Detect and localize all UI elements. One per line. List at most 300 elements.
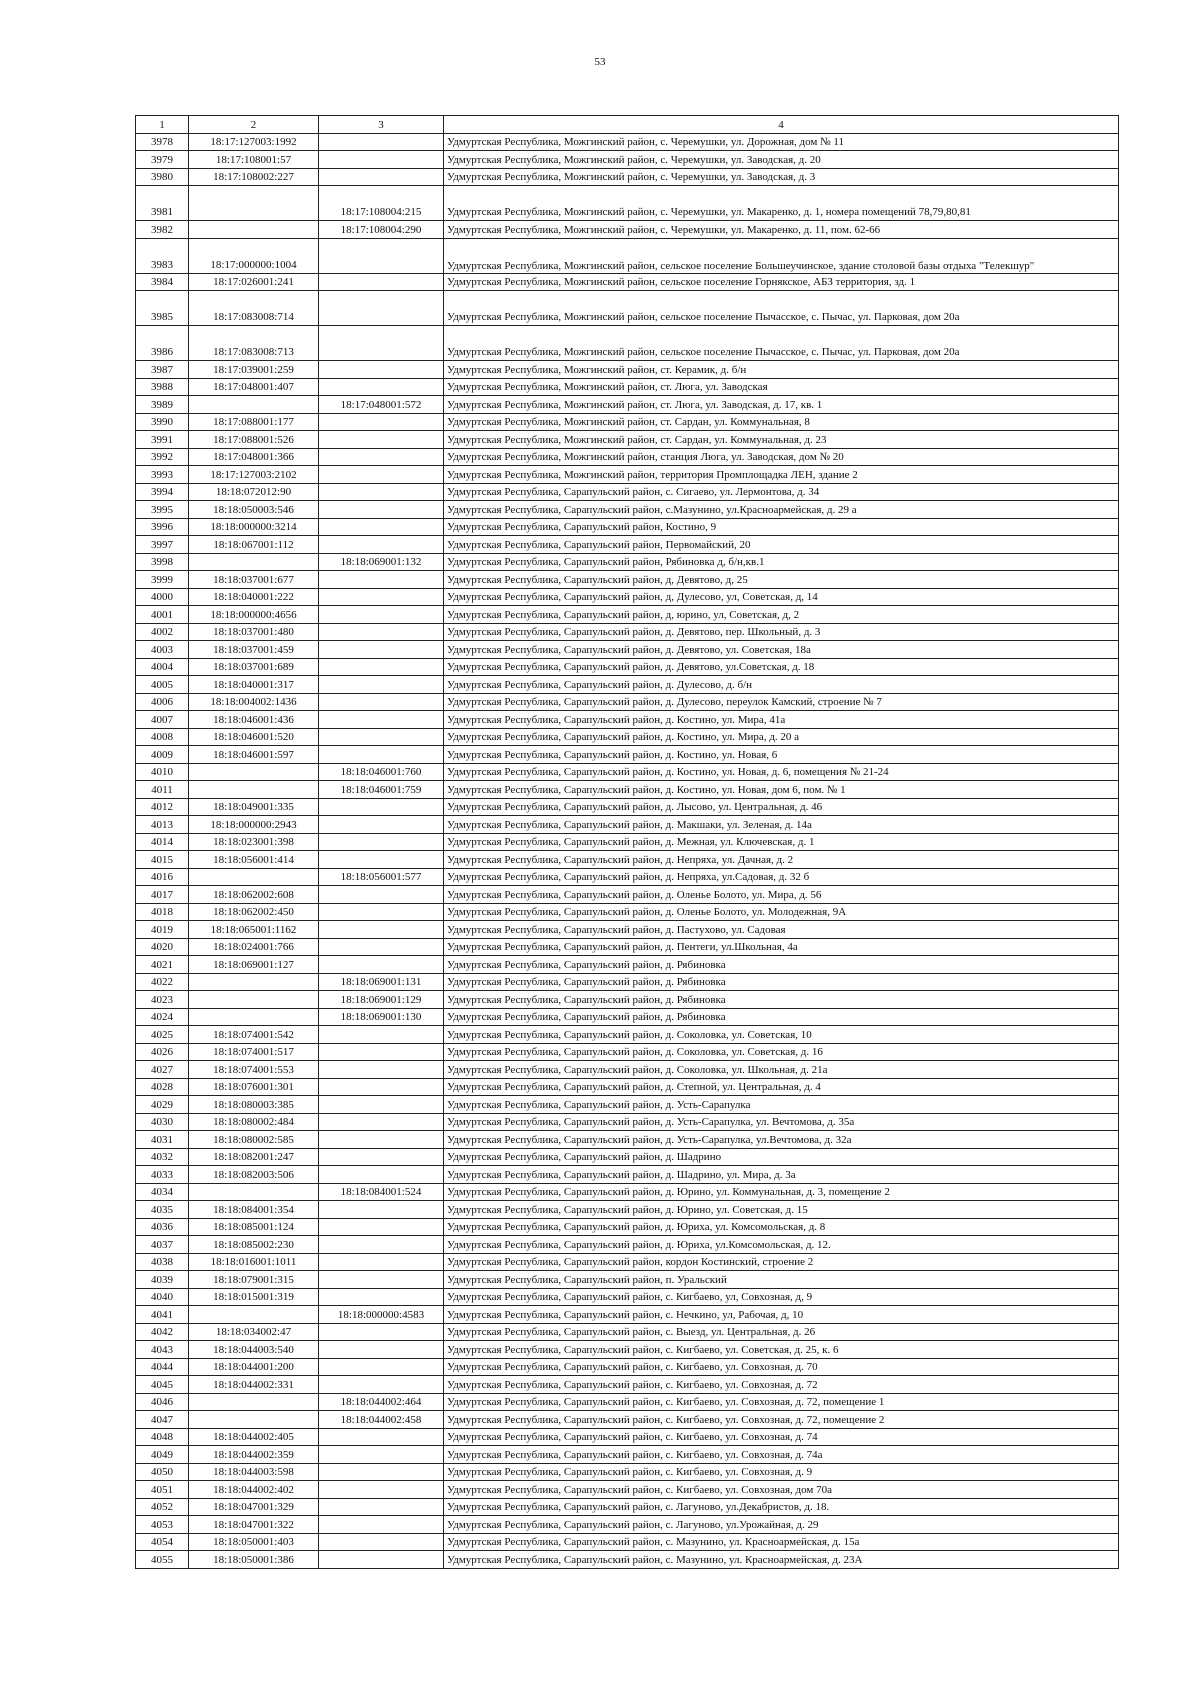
- table-row: [136, 833, 1119, 851]
- address-cell: Удмуртская Республика, Сарапульский район, д. Рябиновка: [444, 973, 1119, 991]
- address-cell: Удмуртская Республика, Сарапульский район, д. Девятово, пер. Школьный, д. 3: [444, 623, 1119, 641]
- premises-cadastral-cell: [319, 903, 444, 921]
- table-row: [136, 413, 1119, 431]
- cadastral-number-cell: 18:18:044001:200: [189, 1358, 319, 1376]
- premises-cadastral-cell: [319, 238, 444, 273]
- cadastral-number-cell: 18:18:082001:247: [189, 1148, 319, 1166]
- premises-cadastral-cell: [319, 1376, 444, 1394]
- table-row: [136, 273, 1119, 291]
- table-row: [136, 1306, 1119, 1324]
- cadastral-number-cell: [189, 221, 319, 239]
- row-number-cell: 4003: [136, 641, 189, 659]
- address-cell: Удмуртская Республика, Сарапульский район, д. Рябиновка: [444, 991, 1119, 1009]
- cadastral-number-cell: [189, 781, 319, 799]
- row-number-cell: 3983: [136, 238, 189, 273]
- cadastral-number-cell: 18:18:082003:506: [189, 1166, 319, 1184]
- cadastral-number-cell: 18:18:024001:766: [189, 938, 319, 956]
- premises-cadastral-cell: 18:18:056001:577: [319, 868, 444, 886]
- premises-cadastral-cell: 18:18:069001:131: [319, 973, 444, 991]
- cadastral-number-cell: 18:18:056001:414: [189, 851, 319, 869]
- premises-cadastral-cell: [319, 1078, 444, 1096]
- address-cell: Удмуртская Республика, Сарапульский район, Рябиновка д, б/н,кв.1: [444, 553, 1119, 571]
- premises-cadastral-cell: 18:18:046001:760: [319, 763, 444, 781]
- cadastral-number-cell: 18:18:046001:436: [189, 711, 319, 729]
- row-number-cell: 4010: [136, 763, 189, 781]
- table-row: [136, 588, 1119, 606]
- address-cell: Удмуртская Республика, Сарапульский район, д. Юриха, ул.Комсомольская, д. 12.: [444, 1236, 1119, 1254]
- table-row: [136, 1358, 1119, 1376]
- table-row: [136, 1498, 1119, 1516]
- table-row: [136, 1166, 1119, 1184]
- row-number-cell: 4048: [136, 1428, 189, 1446]
- row-number-cell: 4040: [136, 1288, 189, 1306]
- premises-cadastral-cell: [319, 1201, 444, 1219]
- cadastral-number-cell: 18:18:076001:301: [189, 1078, 319, 1096]
- row-number-cell: 4043: [136, 1341, 189, 1359]
- address-cell: Удмуртская Республика, Сарапульский район, с. Кигбаево, ул. Совхозная, д. 9: [444, 1463, 1119, 1481]
- premises-cadastral-cell: [319, 921, 444, 939]
- table-row: [136, 1323, 1119, 1341]
- cadastral-number-cell: 18:18:065001:1162: [189, 921, 319, 939]
- premises-cadastral-cell: 18:18:044002:464: [319, 1393, 444, 1411]
- premises-cadastral-cell: [319, 851, 444, 869]
- table-row: [136, 676, 1119, 694]
- cadastral-number-cell: 18:18:034002:47: [189, 1323, 319, 1341]
- table-row: [136, 483, 1119, 501]
- address-cell: Удмуртская Республика, Можгинский район, сельское поселение Пычасское, с. Пычас, ул. Парковая, дом 20а: [444, 291, 1119, 326]
- row-number-cell: 4022: [136, 973, 189, 991]
- row-number-cell: 4008: [136, 728, 189, 746]
- table-row: [136, 991, 1119, 1009]
- table-row: [136, 1026, 1119, 1044]
- address-cell: Удмуртская Республика, Сарапульский район, д. Рябиновка: [444, 1008, 1119, 1026]
- column-header: 4: [444, 116, 1119, 134]
- address-cell: Удмуртская Республика, Сарапульский район, д. Соколовка, ул. Школьная, д. 21а: [444, 1061, 1119, 1079]
- row-number-cell: 3995: [136, 501, 189, 519]
- table-row: [136, 1078, 1119, 1096]
- row-number-cell: 4011: [136, 781, 189, 799]
- table-row: [136, 1428, 1119, 1446]
- registry-table: [135, 115, 1119, 1569]
- address-cell: Удмуртская Республика, Сарапульский район, д. Межная, ул. Ключевская, д. 1: [444, 833, 1119, 851]
- table-row: [136, 1148, 1119, 1166]
- address-cell: Удмуртская Республика, Можгинский район, с. Черемушки, ул. Макаренко, д. 11, пом. 62-66: [444, 221, 1119, 239]
- address-cell: Удмуртская Республика, Сарапульский район, д. Юриха, ул. Комсомольская, д. 8: [444, 1218, 1119, 1236]
- cadastral-number-cell: 18:18:037001:480: [189, 623, 319, 641]
- row-number-cell: 4038: [136, 1253, 189, 1271]
- address-cell: Удмуртская Республика, Сарапульский район, д. Усть-Сарапулка, ул. Вечтомова, д. 35а: [444, 1113, 1119, 1131]
- table-body: [136, 133, 1119, 1568]
- address-cell: Удмуртская Республика, Сарапульский район, д. Пастухово, ул. Садовая: [444, 921, 1119, 939]
- address-cell: Удмуртская Республика, Сарапульский район, д. Непряха, ул.Садовая, д. 32 б: [444, 868, 1119, 886]
- row-number-cell: 4019: [136, 921, 189, 939]
- address-cell: Удмуртская Республика, Сарапульский район, д. Оленье Болото, ул. Молодежная, 9А: [444, 903, 1119, 921]
- premises-cadastral-cell: [319, 1481, 444, 1499]
- address-cell: Удмуртская Республика, Сарапульский район, с.Мазунино, ул.Красноармейская, д. 29 а: [444, 501, 1119, 519]
- premises-cadastral-cell: 18:18:084001:524: [319, 1183, 444, 1201]
- row-number-cell: 4023: [136, 991, 189, 1009]
- address-cell: Удмуртская Республика, Сарапульский район, д. Соколовка, ул. Советская, д. 16: [444, 1043, 1119, 1061]
- row-number-cell: 4015: [136, 851, 189, 869]
- cadastral-number-cell: 18:18:074001:553: [189, 1061, 319, 1079]
- address-cell: Удмуртская Республика, Сарапульский район, д. Костино, ул. Мира, 41а: [444, 711, 1119, 729]
- row-number-cell: 4024: [136, 1008, 189, 1026]
- cadastral-number-cell: 18:17:108001:57: [189, 151, 319, 169]
- table-row: [136, 168, 1119, 186]
- premises-cadastral-cell: [319, 938, 444, 956]
- address-cell: Удмуртская Республика, Можгинский район, сельское поселение Пычасское, с. Пычас, ул. Парковая, дом 20а: [444, 326, 1119, 361]
- premises-cadastral-cell: 18:18:046001:759: [319, 781, 444, 799]
- address-cell: Удмуртская Республика, Сарапульский район, с. Сигаево, ул. Лермонтова, д. 34: [444, 483, 1119, 501]
- address-cell: Удмуртская Республика, Сарапульский район, с. Кигбаево, ул. Совхозная, д. 70: [444, 1358, 1119, 1376]
- premises-cadastral-cell: [319, 361, 444, 379]
- row-number-cell: 3981: [136, 186, 189, 221]
- cadastral-number-cell: 18:17:083008:713: [189, 326, 319, 361]
- address-cell: Удмуртская Республика, Можгинский район, ст. Люга, ул. Заводская, д. 17, кв. 1: [444, 396, 1119, 414]
- address-cell: Удмуртская Республика, Сарапульский район, с. Кигбаево, ул. Совхозная, д. 74: [444, 1428, 1119, 1446]
- row-number-cell: 4017: [136, 886, 189, 904]
- premises-cadastral-cell: [319, 1533, 444, 1551]
- table-row: [136, 466, 1119, 484]
- premises-cadastral-cell: [319, 1113, 444, 1131]
- cadastral-number-cell: 18:18:085002:230: [189, 1236, 319, 1254]
- table-row: [136, 501, 1119, 519]
- premises-cadastral-cell: [319, 326, 444, 361]
- premises-cadastral-cell: [319, 1516, 444, 1534]
- table-row: [136, 1096, 1119, 1114]
- column-header: 3: [319, 116, 444, 134]
- row-number-cell: 4044: [136, 1358, 189, 1376]
- table-row: [136, 1131, 1119, 1149]
- table-row: [136, 1043, 1119, 1061]
- cadastral-number-cell: 18:18:044002:331: [189, 1376, 319, 1394]
- row-number-cell: 3999: [136, 571, 189, 589]
- address-cell: Удмуртская Республика, Сарапульский район, д. Шадрино, ул. Мира, д. 3а: [444, 1166, 1119, 1184]
- row-number-cell: 3986: [136, 326, 189, 361]
- premises-cadastral-cell: [319, 1323, 444, 1341]
- cadastral-number-cell: 18:18:015001:319: [189, 1288, 319, 1306]
- table-row: [136, 1253, 1119, 1271]
- table-row: [136, 1183, 1119, 1201]
- table-row: [136, 903, 1119, 921]
- row-number-cell: 3992: [136, 448, 189, 466]
- cadastral-number-cell: 18:18:085001:124: [189, 1218, 319, 1236]
- address-cell: Удмуртская Республика, Сарапульский район, с. Кигбаево, ул. Совхозная, дом 70а: [444, 1481, 1119, 1499]
- premises-cadastral-cell: [319, 746, 444, 764]
- address-cell: Удмуртская Республика, Сарапульский район, д. Шадрино: [444, 1148, 1119, 1166]
- address-cell: Удмуртская Республика, Сарапульский район, с. Мазунино, ул. Красноармейская, д. 15а: [444, 1533, 1119, 1551]
- cadastral-number-cell: 18:18:037001:689: [189, 658, 319, 676]
- cadastral-number-cell: [189, 1008, 319, 1026]
- table-row: [136, 151, 1119, 169]
- row-number-cell: 3984: [136, 273, 189, 291]
- address-cell: Удмуртская Республика, Сарапульский район, Костино, 9: [444, 518, 1119, 536]
- premises-cadastral-cell: [319, 1061, 444, 1079]
- row-number-cell: 4053: [136, 1516, 189, 1534]
- row-number-cell: 4035: [136, 1201, 189, 1219]
- premises-cadastral-cell: [319, 133, 444, 151]
- address-cell: Удмуртская Республика, Сарапульский район, с. Кигбаево, ул. Совхозная, д. 72, помещение 2: [444, 1411, 1119, 1429]
- table-row: [136, 1288, 1119, 1306]
- premises-cadastral-cell: [319, 1446, 444, 1464]
- table-row: [136, 641, 1119, 659]
- cadastral-number-cell: 18:18:044003:540: [189, 1341, 319, 1359]
- table-row: [136, 186, 1119, 221]
- row-number-cell: 4041: [136, 1306, 189, 1324]
- cadastral-number-cell: [189, 1411, 319, 1429]
- address-cell: Удмуртская Республика, Сарапульский район, Первомайский, 20: [444, 536, 1119, 554]
- column-header: 2: [189, 116, 319, 134]
- cadastral-number-cell: [189, 1183, 319, 1201]
- table-row: [136, 921, 1119, 939]
- row-number-cell: 4028: [136, 1078, 189, 1096]
- address-cell: Удмуртская Республика, Можгинский район, ст. Сардан, ул. Коммунальная, 8: [444, 413, 1119, 431]
- cadastral-number-cell: 18:18:080002:585: [189, 1131, 319, 1149]
- header-row: [136, 116, 1119, 134]
- address-cell: Удмуртская Республика, Можгинский район, с. Черемушки, ул. Макаренко, д. 1, номера помещений 78,79,80,81: [444, 186, 1119, 221]
- row-number-cell: 4009: [136, 746, 189, 764]
- cadastral-number-cell: 18:18:004002:1436: [189, 693, 319, 711]
- cadastral-number-cell: 18:17:108002:227: [189, 168, 319, 186]
- row-number-cell: 4025: [136, 1026, 189, 1044]
- table-row: [136, 851, 1119, 869]
- table-row: [136, 536, 1119, 554]
- address-cell: Удмуртская Республика, Сарапульский район, д. Дулесово, д. б/н: [444, 676, 1119, 694]
- premises-cadastral-cell: [319, 1166, 444, 1184]
- cadastral-number-cell: 18:17:039001:259: [189, 361, 319, 379]
- table-row: [136, 571, 1119, 589]
- row-number-cell: 4047: [136, 1411, 189, 1429]
- table-row: [136, 746, 1119, 764]
- cadastral-number-cell: [189, 186, 319, 221]
- cadastral-number-cell: [189, 1393, 319, 1411]
- row-number-cell: 4054: [136, 1533, 189, 1551]
- premises-cadastral-cell: [319, 833, 444, 851]
- row-number-cell: 3982: [136, 221, 189, 239]
- row-number-cell: 4029: [136, 1096, 189, 1114]
- premises-cadastral-cell: [319, 1236, 444, 1254]
- row-number-cell: 4052: [136, 1498, 189, 1516]
- table-row: [136, 238, 1119, 273]
- cadastral-number-cell: 18:18:040001:222: [189, 588, 319, 606]
- address-cell: Удмуртская Республика, Сарапульский район, д. Степной, ул. Центральная, д. 4: [444, 1078, 1119, 1096]
- premises-cadastral-cell: [319, 1358, 444, 1376]
- row-number-cell: 4014: [136, 833, 189, 851]
- cadastral-number-cell: 18:17:048001:407: [189, 378, 319, 396]
- table-row: [136, 1446, 1119, 1464]
- table-row: [136, 133, 1119, 151]
- row-number-cell: 4050: [136, 1463, 189, 1481]
- premises-cadastral-cell: [319, 466, 444, 484]
- cadastral-number-cell: 18:18:074001:517: [189, 1043, 319, 1061]
- row-number-cell: 4033: [136, 1166, 189, 1184]
- premises-cadastral-cell: [319, 571, 444, 589]
- address-cell: Удмуртская Республика, Сарапульский район, д. Рябиновка: [444, 956, 1119, 974]
- row-number-cell: 3988: [136, 378, 189, 396]
- cadastral-number-cell: 18:18:069001:127: [189, 956, 319, 974]
- table-row: [136, 431, 1119, 449]
- address-cell: Удмуртская Республика, Можгинский район, сельское поселение Горнякское, АБЗ территория, зд. 1: [444, 273, 1119, 291]
- address-cell: Удмуртская Республика, Сарапульский район, д. Костино, ул. Новая, д. 6, помещения № 21-24: [444, 763, 1119, 781]
- address-cell: Удмуртская Республика, Можгинский район, ст. Люга, ул. Заводская: [444, 378, 1119, 396]
- row-number-cell: 4027: [136, 1061, 189, 1079]
- premises-cadastral-cell: [319, 1428, 444, 1446]
- row-number-cell: 4020: [136, 938, 189, 956]
- row-number-cell: 3990: [136, 413, 189, 431]
- table-row: [136, 1481, 1119, 1499]
- premises-cadastral-cell: [319, 1341, 444, 1359]
- table-row: [136, 291, 1119, 326]
- address-cell: Удмуртская Республика, Сарапульский район, д. Костино, ул. Новая, дом 6, пом. № 1: [444, 781, 1119, 799]
- premises-cadastral-cell: [319, 448, 444, 466]
- row-number-cell: 4006: [136, 693, 189, 711]
- cadastral-number-cell: [189, 973, 319, 991]
- row-number-cell: 3980: [136, 168, 189, 186]
- row-number-cell: 4045: [136, 1376, 189, 1394]
- cadastral-number-cell: 18:17:048001:366: [189, 448, 319, 466]
- table-row: [136, 378, 1119, 396]
- cadastral-number-cell: 18:18:050001:403: [189, 1533, 319, 1551]
- table-row: [136, 973, 1119, 991]
- address-cell: Удмуртская Республика, Сарапульский район, д. Непряха, ул. Дачная, д. 2: [444, 851, 1119, 869]
- premises-cadastral-cell: [319, 816, 444, 834]
- cadastral-number-cell: 18:18:040001:317: [189, 676, 319, 694]
- premises-cadastral-cell: [319, 518, 444, 536]
- row-number-cell: 4016: [136, 868, 189, 886]
- row-number-cell: 4005: [136, 676, 189, 694]
- cadastral-number-cell: 18:18:050003:546: [189, 501, 319, 519]
- table-row: [136, 693, 1119, 711]
- table-row: [136, 658, 1119, 676]
- cadastral-number-cell: 18:18:023001:398: [189, 833, 319, 851]
- cadastral-number-cell: 18:18:080003:385: [189, 1096, 319, 1114]
- row-number-cell: 4012: [136, 798, 189, 816]
- cadastral-number-cell: 18:17:127003:2102: [189, 466, 319, 484]
- table-row: [136, 361, 1119, 379]
- premises-cadastral-cell: [319, 606, 444, 624]
- table-row: [136, 1008, 1119, 1026]
- address-cell: Удмуртская Республика, Сарапульский район, д. Костино, ул. Мира, д. 20 а: [444, 728, 1119, 746]
- cadastral-number-cell: 18:18:044002:405: [189, 1428, 319, 1446]
- row-number-cell: 4049: [136, 1446, 189, 1464]
- table-row: [136, 1411, 1119, 1429]
- row-number-cell: 4000: [136, 588, 189, 606]
- cadastral-number-cell: 18:18:000000:4656: [189, 606, 319, 624]
- table-row: [136, 606, 1119, 624]
- row-number-cell: 4037: [136, 1236, 189, 1254]
- row-number-cell: 4004: [136, 658, 189, 676]
- premises-cadastral-cell: [319, 151, 444, 169]
- premises-cadastral-cell: [319, 1253, 444, 1271]
- table-row: [136, 326, 1119, 361]
- address-cell: Удмуртская Республика, Сарапульский район, с. Выезд, ул. Центральная, д. 26: [444, 1323, 1119, 1341]
- table-row: [136, 1376, 1119, 1394]
- cadastral-number-cell: 18:17:088001:177: [189, 413, 319, 431]
- premises-cadastral-cell: [319, 798, 444, 816]
- premises-cadastral-cell: 18:18:000000:4583: [319, 1306, 444, 1324]
- premises-cadastral-cell: [319, 1551, 444, 1569]
- row-number-cell: 4031: [136, 1131, 189, 1149]
- cadastral-number-cell: 18:18:037001:677: [189, 571, 319, 589]
- row-number-cell: 3987: [136, 361, 189, 379]
- cadastral-number-cell: 18:18:044003:598: [189, 1463, 319, 1481]
- premises-cadastral-cell: [319, 1288, 444, 1306]
- premises-cadastral-cell: [319, 431, 444, 449]
- premises-cadastral-cell: [319, 623, 444, 641]
- cadastral-number-cell: 18:18:000000:2943: [189, 816, 319, 834]
- address-cell: Удмуртская Республика, Сарапульский район, с. Кигбаево, ул. Совхозная, д. 72, помещение 1: [444, 1393, 1119, 1411]
- table-row: [136, 221, 1119, 239]
- table-row: [136, 1271, 1119, 1289]
- cadastral-number-cell: [189, 396, 319, 414]
- premises-cadastral-cell: [319, 501, 444, 519]
- row-number-cell: 3993: [136, 466, 189, 484]
- premises-cadastral-cell: [319, 1498, 444, 1516]
- premises-cadastral-cell: [319, 641, 444, 659]
- address-cell: Удмуртская Республика, Сарапульский район, д. Усть-Сарапулка: [444, 1096, 1119, 1114]
- premises-cadastral-cell: [319, 1131, 444, 1149]
- premises-cadastral-cell: 18:17:048001:572: [319, 396, 444, 414]
- premises-cadastral-cell: [319, 1463, 444, 1481]
- table-row: [136, 1113, 1119, 1131]
- address-cell: Удмуртская Республика, Можгинский район, с. Черемушки, ул. Заводская, д. 20: [444, 151, 1119, 169]
- table-row: [136, 1463, 1119, 1481]
- table-row: [136, 1533, 1119, 1551]
- cadastral-number-cell: [189, 763, 319, 781]
- cadastral-number-cell: 18:18:044002:402: [189, 1481, 319, 1499]
- address-cell: Удмуртская Республика, Сарапульский район, д. Макшаки, ул. Зеленая, д. 14а: [444, 816, 1119, 834]
- row-number-cell: 4002: [136, 623, 189, 641]
- table-row: [136, 868, 1119, 886]
- table-row: [136, 1551, 1119, 1569]
- column-header: 1: [136, 116, 189, 134]
- row-number-cell: 4001: [136, 606, 189, 624]
- premises-cadastral-cell: [319, 588, 444, 606]
- table-row: [136, 396, 1119, 414]
- premises-cadastral-cell: [319, 956, 444, 974]
- cadastral-number-cell: 18:17:000000:1004: [189, 238, 319, 273]
- premises-cadastral-cell: [319, 728, 444, 746]
- premises-cadastral-cell: [319, 273, 444, 291]
- cadastral-number-cell: 18:17:127003:1992: [189, 133, 319, 151]
- row-number-cell: 4018: [136, 903, 189, 921]
- cadastral-number-cell: 18:17:026001:241: [189, 273, 319, 291]
- premises-cadastral-cell: 18:18:044002:458: [319, 1411, 444, 1429]
- address-cell: Удмуртская Республика, Можгинский район, с. Черемушки, ул. Дорожная, дом № 11: [444, 133, 1119, 151]
- table-row: [136, 518, 1119, 536]
- premises-cadastral-cell: [319, 291, 444, 326]
- premises-cadastral-cell: [319, 711, 444, 729]
- premises-cadastral-cell: [319, 1096, 444, 1114]
- row-number-cell: 4013: [136, 816, 189, 834]
- cadastral-number-cell: 18:18:062002:450: [189, 903, 319, 921]
- row-number-cell: 4055: [136, 1551, 189, 1569]
- address-cell: Удмуртская Республика, Сарапульский район, д. Соколовка, ул. Советская, 10: [444, 1026, 1119, 1044]
- cadastral-number-cell: 18:18:047001:322: [189, 1516, 319, 1534]
- page-number: 53: [594, 56, 606, 68]
- premises-cadastral-cell: [319, 1148, 444, 1166]
- table-row: [136, 1393, 1119, 1411]
- row-number-cell: 3991: [136, 431, 189, 449]
- cadastral-number-cell: 18:18:074001:542: [189, 1026, 319, 1044]
- address-cell: Удмуртская Республика, Сарапульский район, д. Лысово, ул. Центральная, д. 46: [444, 798, 1119, 816]
- table-row: [136, 1201, 1119, 1219]
- address-cell: Удмуртская Республика, Сарапульский район, д. Девятово, ул.Советская, д. 18: [444, 658, 1119, 676]
- row-number-cell: 4030: [136, 1113, 189, 1131]
- row-number-cell: 3994: [136, 483, 189, 501]
- premises-cadastral-cell: 18:18:069001:130: [319, 1008, 444, 1026]
- table-row: [136, 886, 1119, 904]
